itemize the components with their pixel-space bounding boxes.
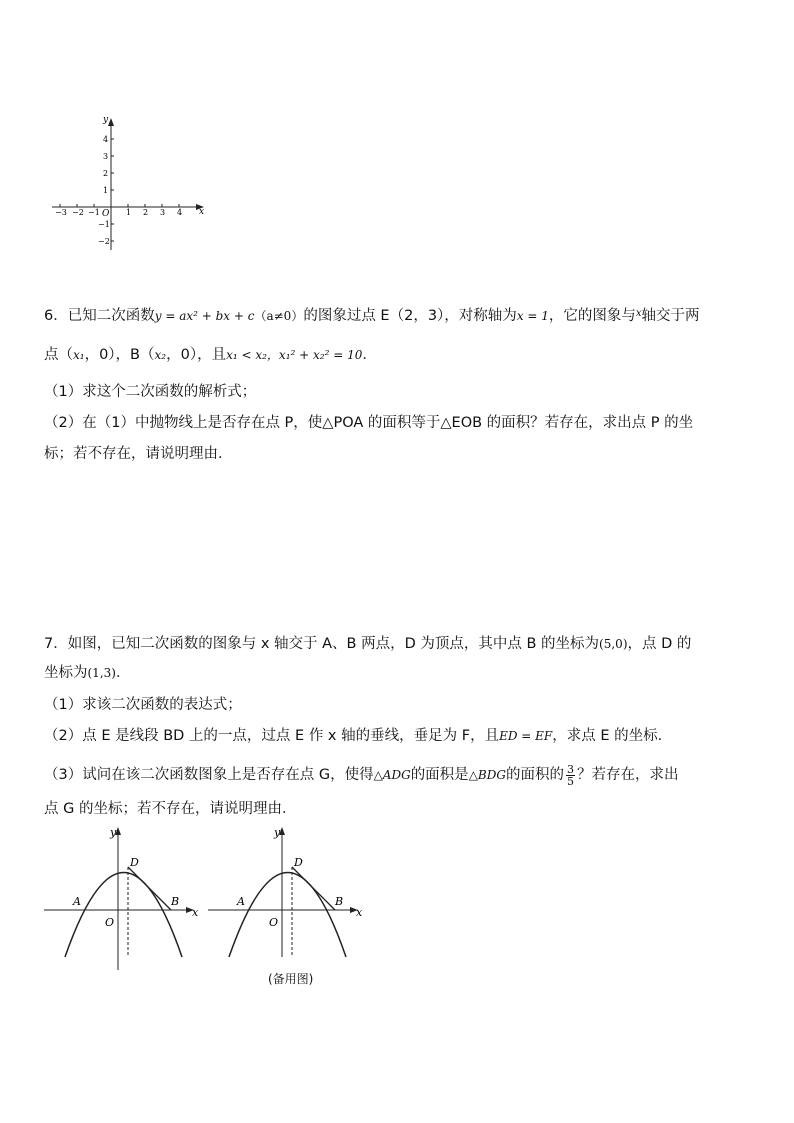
fig2-o-label: O — [269, 916, 279, 929]
fig2-y-label: y — [274, 826, 281, 839]
q7-part3-line2: 点 G 的坐标；若不存在，请说明理由． — [44, 801, 297, 817]
fig1-y-label: y — [110, 826, 117, 839]
q7-line1: 7．如图，已知二次函数的图象与 x 轴交于 A、B 两点，D 为顶点，其中点 B 的坐标为(5,0)，点 D 的 — [44, 636, 692, 652]
x-tick-2: 2 — [143, 208, 149, 217]
q6-line1: 6．已知二次函数y = ax² + bx + c（a≠0）的图象过点 E（2，3），对称轴为x = 1，它的图象与$^x$轴交于两 — [44, 308, 700, 324]
x-tick-4: 4 — [177, 208, 183, 217]
fig2-b-label: B — [335, 895, 344, 908]
fig2-a-label: A — [237, 895, 245, 908]
x-tick-neg1: −1 — [88, 208, 100, 217]
q7-part2: （2）点 E 是线段 BD 上的一点，过点 E 作 x 轴的垂线，垂足为 F，且ED = EF，求点 E 的坐标. — [44, 728, 663, 744]
x-tick-neg2: −2 — [72, 208, 84, 217]
y-tick-neg1: −1 — [98, 220, 110, 229]
q7-part1: （1）求该二次函数的表达式； — [44, 697, 242, 713]
fig1-o-label: O — [105, 916, 115, 929]
y-tick-1: 1 — [103, 186, 109, 195]
fig2-d-label: D — [294, 856, 303, 869]
q6-part2-line1: （2）在（1）中抛物线上是否存在点 P，使△POA 的面积等于△EOB 的面积？若存在，求出点 P 的坐 — [44, 415, 694, 431]
spare-figure-caption: (备用图) — [268, 972, 314, 986]
x-tick-neg3: −3 — [55, 208, 67, 217]
q7-point-b-coord: (5,0) — [599, 637, 628, 651]
x-tick-1: 1 — [126, 208, 132, 217]
q6-sum-of-squares: x₁² + x₂² = 10 — [278, 348, 363, 362]
q7-point-d-coord: (1,3) — [87, 666, 116, 680]
q6-part2-line2: 标；若不存在，请说明理由． — [44, 446, 233, 462]
y-tick-neg2: −2 — [98, 237, 110, 246]
q7-parabola-figure — [40, 822, 210, 972]
fig2-x-label: x — [356, 906, 363, 919]
q7-part3-line1: （3）试问在该二次函数图象上是否存在点 G，使得△ADG的面积是△BDG的面积的 $\frac{3}{5}$ ？若存在，求出 — [44, 762, 679, 788]
q6-function-formula: y = ax² + bx + c — [154, 309, 255, 323]
y-tick-4: 4 — [103, 135, 109, 144]
q7-spare-parabola-figure — [204, 822, 374, 972]
q6-symmetry-axis: x = 1 — [516, 309, 549, 323]
x-axis-label: x — [199, 207, 205, 217]
fig1-a-label: A — [73, 895, 81, 908]
y-tick-3: 3 — [103, 152, 109, 161]
y-tick-2: 2 — [103, 169, 109, 178]
q6-part1: （1）求这个二次函数的解析式； — [44, 384, 257, 400]
empty-coordinate-axes — [48, 110, 218, 255]
origin-label: O — [102, 209, 110, 219]
fig1-b-label: B — [171, 895, 180, 908]
q6-line2: 点（x₁，0），B（x₂，0），且x₁ < x₂，x₁² + x₂² = 10． — [44, 347, 377, 363]
x-tick-3: 3 — [160, 208, 166, 217]
fig1-x-label: x — [192, 906, 199, 919]
y-axis-label: y — [103, 115, 109, 125]
three-fifths-fraction: $\frac{3}{5}$ — [566, 762, 574, 788]
q7-line2: 坐标为(1,3)． — [44, 665, 131, 681]
fig1-d-label: D — [130, 856, 139, 869]
